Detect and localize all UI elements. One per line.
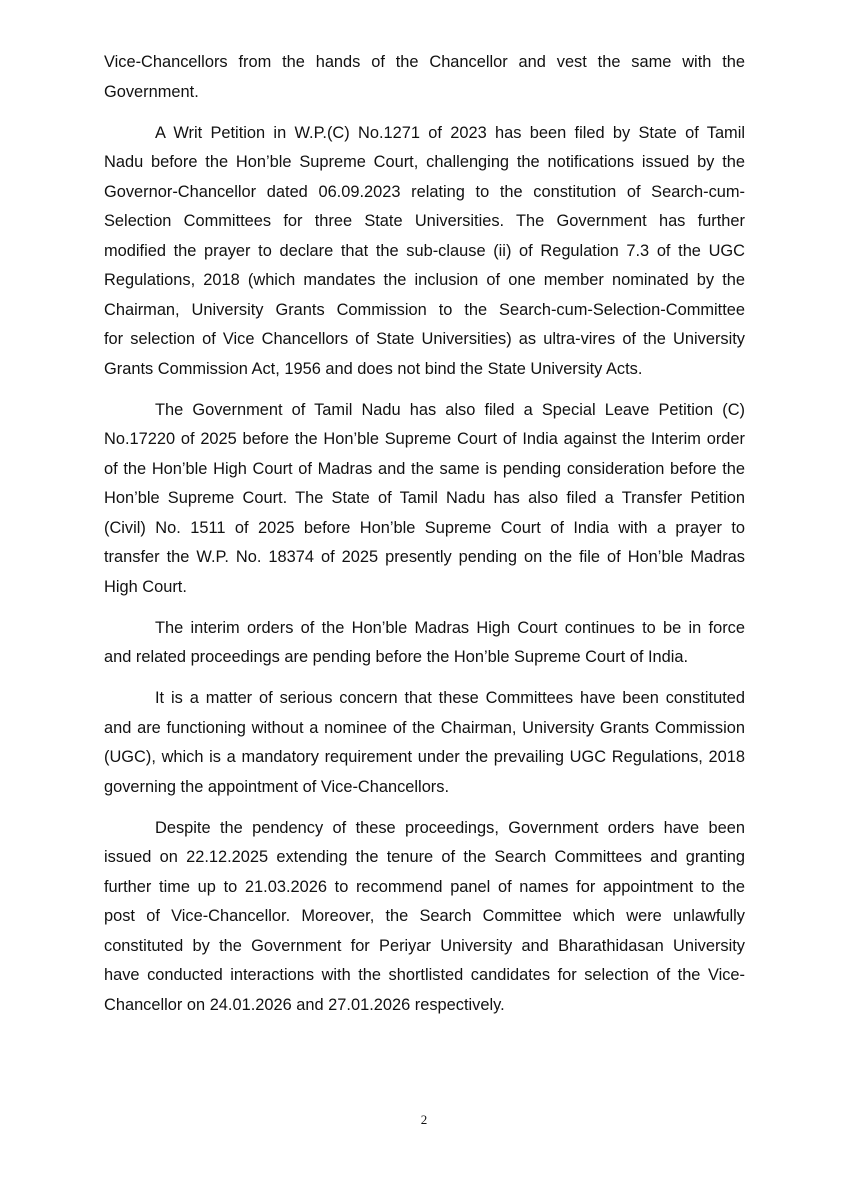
text-line: governing the appointment of Vice-Chancellors. (104, 777, 450, 796)
text-line: Grants Commission Act, 1956 and does not bind the State University Acts. (104, 359, 643, 378)
text-line: Nadu before the Hon’ble Supreme Court, challenging the notifications issued by the (104, 153, 745, 171)
text-line: Vice-Chancellors from the hands of the Chancellor and vest the same with the (104, 53, 745, 71)
paragraph (104, 119, 745, 385)
text-line: Despite the pendency of these proceedings, Government orders have been (155, 818, 745, 837)
text-line: Governor-Chancellor dated 06.09.2023 relating to the constitution of Search-cum- (104, 182, 745, 201)
text-line: A Writ Petition in W.P.(C) No.1271 of 2023 has been filed by State of Tamil (155, 123, 745, 142)
paragraph (104, 396, 745, 603)
paragraph (104, 614, 745, 673)
document-body (104, 48, 745, 1032)
text-line: No.17220 of 2025 before the Hon’ble Supreme Court of India against the Interim order (104, 430, 745, 448)
text-line: Chancellor on 24.01.2026 and 27.01.2026 respectively. (104, 995, 505, 1014)
text-line: (UGC), which is a mandatory requirement under the prevailing UGC Regulations, 2018 (104, 748, 745, 766)
page-number: 2 (420, 1112, 428, 1127)
text-line: for selection of Vice Chancellors of State Universities) as ultra-vires of the University (104, 330, 745, 348)
text-line: and related proceedings are pending before the Hon’ble Supreme Court of India. (104, 648, 689, 666)
text-line: further time up to 21.03.2026 to recommend panel of names for appointment to the (104, 877, 745, 896)
text-line: Hon’ble Supreme Court. The State of Tamil Nadu has also filed a Transfer Petition (104, 489, 745, 507)
text-line: The interim orders of the Hon’ble Madras High Court continues to be in force (155, 618, 745, 637)
text-line: Regulations, 2018 (which mandates the inclusion of one member nominated by the (104, 271, 745, 289)
text-line: Chairman, University Grants Commission to the Search-cum-Selection-Committee (104, 300, 745, 319)
text-line: (Civil) No. 1511 of 2025 before Hon’ble Supreme Court of India with a prayer to (104, 518, 745, 537)
text-line: issued on 22.12.2025 extending the tenure of the Search Committees and granting (104, 848, 745, 866)
paragraph (104, 814, 745, 1021)
text-line: post of Vice-Chancellor. Moreover, the Search Committee which were unlawfully (104, 907, 745, 925)
text-line: Selection Committees for three State Universities. The Government has further (104, 212, 745, 230)
paragraph (104, 48, 745, 107)
text-line: Government. (104, 82, 199, 101)
text-line: The Government of Tamil Nadu has also filed a Special Leave Petition (C) (155, 400, 745, 419)
text-line: and are functioning without a nominee of the Chairman, University Grants Commission (104, 718, 745, 737)
text-line: of the Hon’ble High Court of Madras and the same is pending consideration before the (104, 459, 745, 478)
text-line: It is a matter of serious concern that these Committees have been constituted (155, 689, 745, 707)
text-line: modified the prayer to declare that the sub-clause (ii) of Regulation 7.3 of the UGC (104, 241, 745, 260)
paragraph (104, 684, 745, 802)
text-line: have conducted interactions with the shortlisted candidates for selection of the Vice- (104, 966, 745, 984)
text-line: High Court. (104, 577, 187, 596)
text-line: transfer the W.P. No. 18374 of 2025 presently pending on the file of Hon’ble Madras (104, 548, 745, 566)
text-line: constituted by the Government for Periyar University and Bharathidasan University (104, 936, 745, 955)
